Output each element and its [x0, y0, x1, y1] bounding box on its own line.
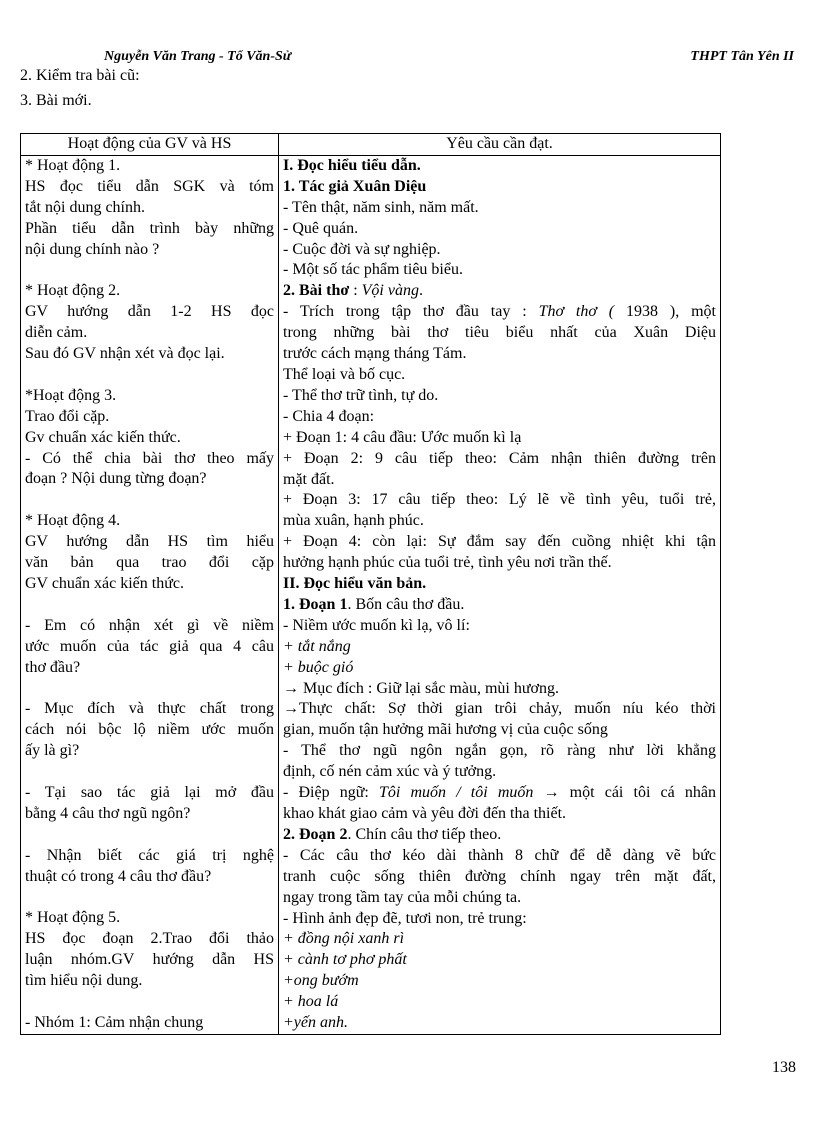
form-line: - Thể thơ ngũ ngôn ngắn gọn, rõ ràng như lời khẳng	[283, 742, 716, 760]
origin-line: - Trích trong tập thơ đầu tay : Thơ thơ ( 1938 ), một	[283, 303, 716, 321]
spacer	[25, 825, 274, 846]
section-2-title: II. Đọc hiểu văn bản.	[283, 575, 427, 593]
activity-line: - Nhận biết các giá trị nghệ	[25, 846, 274, 864]
spacer	[25, 365, 274, 386]
essence-line: →Thực chất: Sợ thời gian trôi chảy, muốn níu kéo thời	[283, 700, 716, 718]
activity-line: thuật có trong 4 câu thơ đầu?	[25, 867, 212, 885]
activity-line: GV chuẩn xác kiến thức.	[25, 574, 184, 592]
part-line: hưởng hạnh phúc của tuổi trẻ, tình yêu nơi trần thế.	[283, 554, 612, 572]
activity-line: HS đọc tiểu dẫn SGK và tóm	[25, 177, 274, 195]
repetition-line: - Điệp ngữ: Tôi muốn / tôi muốn → một cái tôi cá nhân	[283, 784, 717, 802]
spacer	[25, 762, 274, 783]
activity-line: tìm hiểu nội dung.	[25, 972, 143, 990]
activity-line: Trao đổi cặp.	[25, 407, 110, 425]
poem-item: + hoa lá	[283, 993, 339, 1011]
activity-line: HS đọc đoạn 2.Trao đổi thảo	[25, 930, 274, 948]
spacer	[25, 490, 274, 511]
origin-line: trước cách mạng tháng Tám.	[283, 345, 467, 363]
essence-line: gian, muốn tận hưởng mãi hương vị của cuộc sống	[283, 721, 608, 739]
activity-line: * Hoạt động 2.	[25, 282, 121, 300]
page-number: 138	[772, 1059, 796, 1076]
activity-line: thơ đầu?	[25, 658, 81, 676]
form-line: định, cố nén cảm xúc và ý tưởng.	[283, 763, 497, 781]
activity-line: ấy là gì?	[25, 742, 80, 760]
activity-line: Sau đó GV nhận xét và đọc lại.	[25, 345, 225, 363]
activity-line: bằng 4 câu thơ ngũ ngôn?	[25, 804, 191, 822]
section-1-1-title: 1. Tác giả Xuân Diệu	[283, 177, 427, 195]
purpose-line: → Mục đích : Giữ lại sắc màu, mùi hương.	[283, 679, 559, 697]
list-item: - Tên thật, năm sinh, năm mất.	[283, 198, 479, 216]
part-line: mặt đất.	[283, 470, 335, 488]
activity-line: * Hoạt động 4.	[25, 512, 121, 530]
text-line: - Các câu thơ kéo dài thành 8 chữ để dễ dàng vẽ bức	[283, 846, 716, 864]
activity-line: văn bản qua trao đổi cặp	[25, 554, 274, 572]
list-item: - Chia 4 đoạn:	[283, 407, 375, 425]
pre-table-line: 2. Kiểm tra bài cũ:	[20, 67, 140, 84]
poem-item: +ong bướm	[283, 972, 359, 990]
origin-line: trong những bài thơ tiêu biểu nhất của Xuân Diệu	[283, 324, 716, 342]
table-header-row	[21, 134, 721, 156]
activity-line: * Hoạt động 1.	[25, 156, 121, 174]
text-line: ngay trong tầm tay của mỗi chúng ta.	[283, 888, 522, 906]
col1-header: Hoạt động của GV và HS	[21, 134, 279, 156]
spacer	[25, 992, 274, 1013]
activity-line: - Mục đích và thực chất trong	[25, 700, 274, 718]
activity-line: GV hướng dẫn 1-2 HS đọc	[25, 303, 274, 321]
section-1-2-title: 2. Bài thơ	[283, 282, 350, 300]
part-line: + Đoạn 2: 9 câu tiếp theo: Cảm nhận thiên đường trên	[283, 449, 716, 467]
table-body-row	[21, 155, 721, 1034]
list-item: - Cuộc đời và sự nghiệp.	[283, 240, 441, 258]
poem-item: + cành tơ phơ phất	[283, 951, 407, 969]
pre-table-line: 3. Bài mới.	[20, 92, 92, 109]
activity-line: nội dung chính nào ?	[25, 240, 160, 258]
section-1-title: I. Đọc hiểu tiểu dẫn.	[283, 156, 421, 174]
part-line: + Đoạn 4: còn lại: Sự đắm say đến cuồng nhiệt khi tận	[283, 533, 716, 551]
list-item: - Thể thơ trữ tình, tự do.	[283, 386, 439, 404]
activity-line: - Có thể chia bài thơ theo mấy	[25, 449, 274, 467]
activity-line: tắt nội dung chính.	[25, 198, 145, 216]
activity-line: Gv chuẩn xác kiến thức.	[25, 428, 181, 446]
activity-line: - Tại sao tác giả lại mở đầu	[25, 784, 274, 801]
paragraph-2-heading: 2. Đoạn 2. Chín câu thơ tiếp theo.	[283, 825, 502, 843]
spacer	[25, 260, 274, 281]
header-school: THPT Tân Yên II	[690, 49, 794, 64]
text-line: tranh cuộc sống thiên đường chính ngay trên mặt đất,	[283, 867, 716, 885]
activity-line: đoạn ? Nội dung từng đoạn?	[25, 470, 207, 488]
activity-line: * Hoạt động 5.	[25, 909, 121, 927]
spacer	[25, 888, 274, 909]
poem-item: +yến anh.	[283, 1014, 348, 1032]
part-line: + Đoạn 1: 4 câu đầu: Ước muốn kì lạ	[283, 428, 522, 446]
header-author: Nguyễn Văn Trang - Tổ Văn-Sử	[104, 49, 292, 64]
spacer	[25, 595, 274, 616]
activity-line: ước muốn của tác giả qua 4 câu	[25, 637, 274, 655]
text-line: - Niềm ước muốn kì lạ, vô lí:	[283, 616, 470, 634]
poem-item: + buộc gió	[283, 658, 354, 676]
activity-line: diễn cảm.	[25, 324, 88, 342]
list-item: - Một số tác phẩm tiêu biểu.	[283, 261, 463, 279]
repetition-line: khao khát giao cảm và yêu đời đến tha thiết.	[283, 805, 567, 822]
part-line: mùa xuân, hạnh phúc.	[283, 512, 424, 530]
paragraph-1-heading: 1. Đoạn 1. Bốn câu thơ đầu.	[283, 595, 465, 613]
activity-line: Phần tiểu dẫn trình bày những	[25, 219, 274, 237]
poem-item: + đồng nội xanh rì	[283, 930, 405, 948]
activity-line: luận nhóm.GV hướng dẫn HS	[25, 951, 274, 969]
poem-item: + tắt nắng	[283, 637, 351, 655]
activity-line: *Hoạt động 3.	[25, 386, 117, 404]
requirements-column	[279, 155, 721, 1034]
part-line: + Đoạn 3: 17 câu tiếp theo: Lý lẽ về tình yêu, tuổi trẻ,	[283, 491, 716, 509]
activity-line: - Em có nhận xét gì về niềm	[25, 616, 274, 634]
activities-column	[21, 155, 279, 1034]
spacer	[25, 679, 274, 700]
poem-title: Vội vàng	[361, 282, 419, 300]
list-item: - Quê quán.	[283, 219, 359, 237]
genre-heading: Thể loại và bố cục.	[283, 365, 406, 383]
col2-header: Yêu cầu cần đạt.	[279, 134, 721, 156]
activity-line: - Nhóm 1: Cảm nhận chung	[25, 1013, 204, 1031]
lesson-table	[20, 133, 721, 1035]
activity-line: cách nói bộc lộ niềm ước muốn	[25, 721, 274, 739]
activity-line: GV hướng dẫn HS tìm hiểu	[25, 533, 274, 551]
book-title: Thơ thơ (	[538, 303, 615, 321]
text-line: - Hình ảnh đẹp đẽ, tươi non, trẻ trung:	[283, 909, 527, 927]
section-1-2-line: 2. Bài thơ : Vội vàng.	[283, 282, 423, 300]
